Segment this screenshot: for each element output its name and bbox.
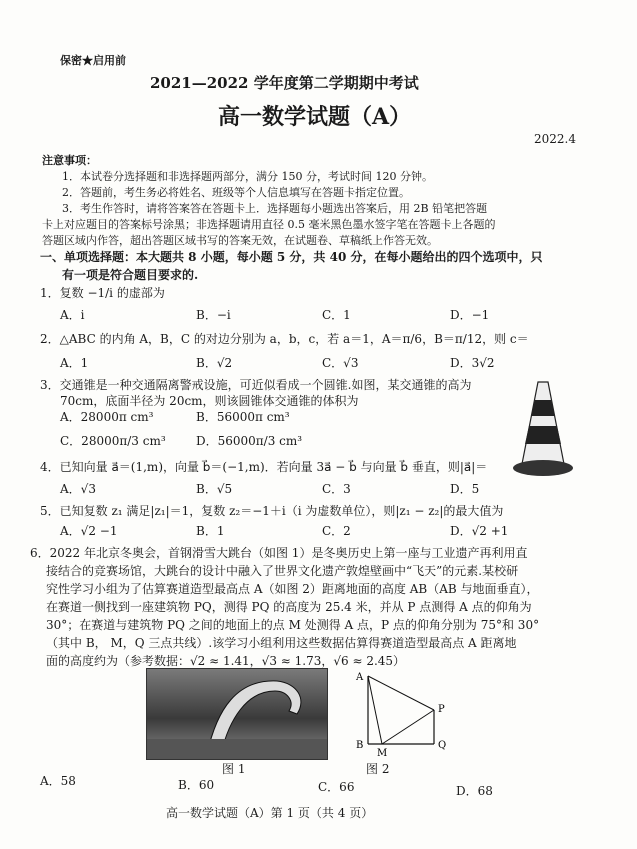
q3-stem-2: 70cm，底面半径为 20cm，则该圆锥体交通锥的体积为: [60, 394, 359, 408]
q4-option-d: D．5: [450, 482, 480, 496]
q1-option-c: C．1: [322, 308, 351, 322]
q6-line-3: 究性学习小组为了估算赛道造型最高点 A（如图 2）距离地面的高度 AB（AB 与地面垂直），: [46, 582, 539, 596]
q6-option-c: C．66: [318, 780, 355, 794]
q4-stem: 4．已知向量 a⃗＝(1,m)，向量 b⃗＝(−1,m)．若向量 3a⃗ − b⃗ 与向量 b⃗ 垂直，则|a⃗|＝: [40, 460, 488, 474]
q1-option-a: A．i: [60, 308, 85, 322]
notice-item-3b: 卡上对应题目的答案标号涂黑；非选择题请用直径 0.5 毫米黑色墨水签字笔在答题卡上各题的: [42, 218, 496, 231]
q5-option-c: C．2: [322, 524, 351, 538]
q2-stem: 2．△ABC 的内角 A，B，C 的对边分别为 a，b，c，若 a＝1，A＝π/6，B＝π/12，则 c＝: [40, 332, 529, 346]
section-heading-2: 有一项是符合题目要求的.: [62, 268, 199, 282]
q2-option-d: D．3√2: [450, 356, 495, 370]
q6-line-2: 接结合的竞赛场馆，大跳台的设计中融入了世界文化遗产敦煌壁画中“飞天”的元素.某校研: [46, 564, 519, 578]
section-heading: 一、单项选择题：本大题共 8 小题，每小题 5 分，共 40 分，在每小题给出的四个选项中，只: [40, 250, 543, 264]
q6-line-6: （其中 B， M，Q 三点共线）.该学习小组利用这些数据估算得赛道造型最高点 A 距离地: [46, 636, 517, 650]
q6-line-4: 在赛道一侧找到一座建筑物 PQ，测得 PQ 的高度为 25.4 米，并从 P 点测得 A 点的仰角为: [46, 600, 532, 614]
q3-option-a: A．28000π cm³: [60, 410, 154, 424]
notice-item-1: 1．本试卷分选择题和非选择题两部分，满分 150 分，考试时间 120 分钟。: [62, 170, 433, 183]
point-a-label: A: [356, 672, 364, 683]
notice-heading: 注意事项：: [42, 154, 97, 167]
q6-option-a: A．58: [40, 774, 76, 788]
q6-line-1: 6．2022 年北京冬奥会，首钢滑雪大跳台（如图 1）是冬奥历史上第一座与工业遗产再利用直: [30, 546, 528, 560]
page-title: 高一数学试题（A）: [218, 104, 412, 130]
point-m-label: M: [377, 748, 388, 759]
page-footer: 高一数学试题（A）第 1 页（共 4 页）: [166, 806, 374, 820]
exam-name: 2021—2022 学年度第二学期期中考试: [150, 74, 419, 92]
q2-option-c: C．√3: [322, 356, 359, 370]
exam-date: 2022.4: [534, 132, 576, 146]
notice-item-3c: 答题区域内作答，超出答题区域书写的答案无效，在试题卷、草稿纸上作答无效。: [42, 234, 438, 247]
q4-option-b: B．√5: [196, 482, 233, 496]
q2-option-b: B．√2: [196, 356, 233, 370]
q1-stem: 1．复数 −1/i 的虚部为: [40, 286, 165, 300]
q1-option-b: B．−i: [196, 308, 231, 322]
q4-option-a: A．√3: [60, 482, 96, 496]
point-q-label: Q: [438, 740, 447, 751]
figure-2-caption: 图 2: [366, 762, 390, 776]
q2-option-a: A．1: [60, 356, 89, 370]
q1-option-d: D．−1: [450, 308, 490, 322]
secret-label: 保密★启用前: [60, 54, 126, 67]
q6-option-d: D．68: [456, 784, 493, 798]
q5-option-b: B．1: [196, 524, 225, 538]
q4-option-c: C．3: [322, 482, 351, 496]
geometry-figure-2: [350, 668, 460, 760]
q6-option-b: B．60: [178, 778, 215, 792]
q3-option-d: D．56000π/3 cm³: [196, 434, 303, 448]
q3-option-b: B．56000π cm³: [196, 410, 290, 424]
q6-line-5: 30°；在赛道与建筑物 PQ 之间的地面上的点 M 处测得 A 点，P 点的仰角分别为 75°和 30°: [46, 618, 540, 632]
notice-item-3: 3．考生作答时，请将答案答在答题卡上．选择题每小题选出答案后，用 2B 铅笔把答题: [62, 202, 488, 215]
notice-item-2: 2．答题前，考生务必将姓名、班级等个人信息填写在答题卡指定位置。: [62, 186, 410, 199]
q3-stem-1: 3．交通锥是一种交通隔离警戒设施，可近似看成一个圆锥.如图，某交通锥的高为: [40, 378, 472, 392]
ski-jump-photo: [146, 668, 328, 760]
q5-option-d: D．√2 +1: [450, 524, 509, 538]
q5-option-a: A．√2 −1: [60, 524, 118, 538]
figure-1-caption: 图 1: [222, 762, 246, 776]
q5-stem: 5．已知复数 z₁ 满足|z₁|＝1，复数 z₂＝−1＋i（i 为虚数单位），则|z₁ − z₂|的最大值为: [40, 504, 504, 518]
traffic-cone-figure: [508, 380, 578, 480]
q3-option-c: C．28000π/3 cm³: [60, 434, 166, 448]
point-p-label: P: [438, 704, 445, 715]
q6-line-7: 面的高度约为（参考数据：√2 ≈ 1.41，√3 ≈ 1.73，√6 ≈ 2.45）: [46, 654, 406, 668]
point-b-label: B: [356, 740, 364, 751]
